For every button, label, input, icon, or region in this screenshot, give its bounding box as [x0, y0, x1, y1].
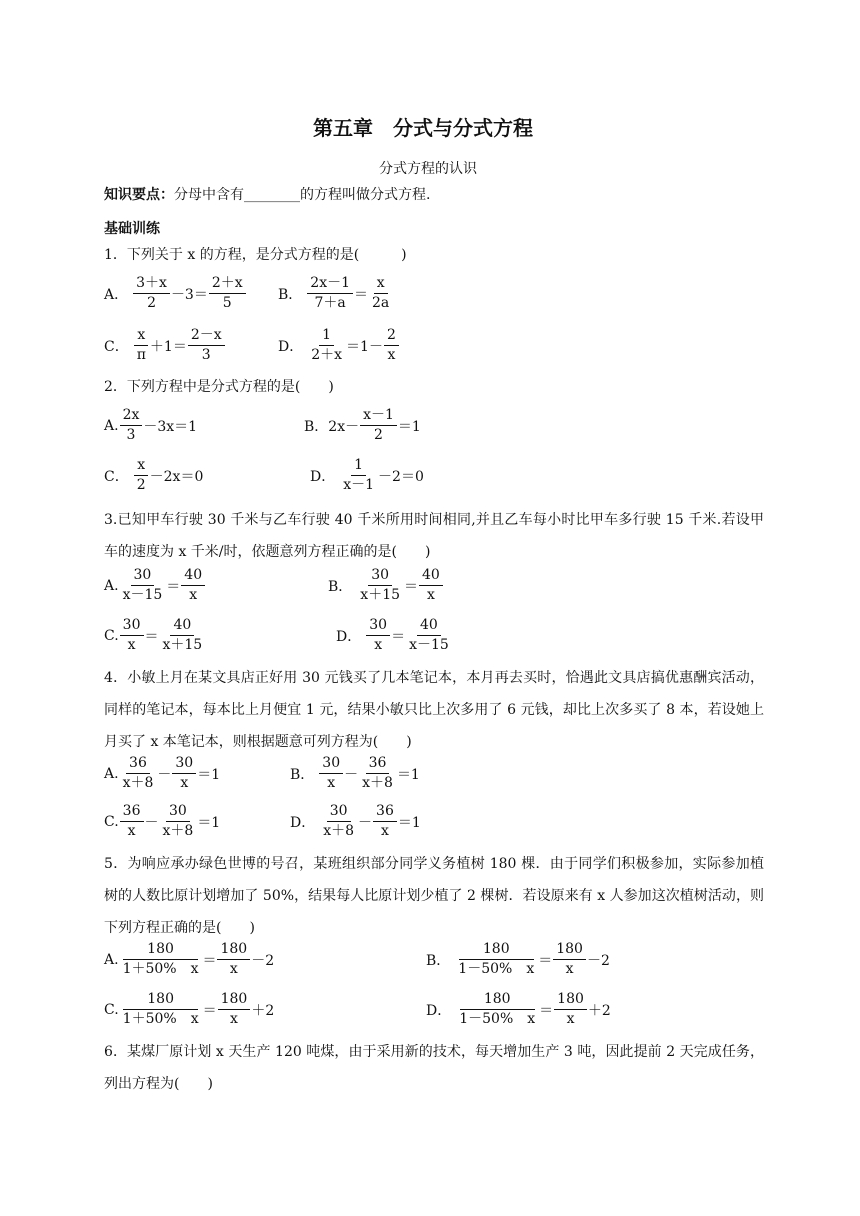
fraction	[340, 458, 377, 493]
numerator: 30	[368, 568, 392, 586]
operator: ＝1－	[346, 338, 383, 355]
numerator: 2x－1	[307, 276, 353, 294]
numerator: x	[134, 458, 148, 476]
q1-stem: 1．下列关于 x 的方程，是分式方程的是( )	[104, 247, 407, 263]
equals-term: ＝1	[397, 814, 421, 831]
operator: －2＝0	[378, 468, 424, 485]
numerator: 2－x	[188, 328, 225, 346]
numerator: 180	[553, 942, 586, 960]
tail-term: ＋2	[251, 1002, 275, 1019]
q3-option-c	[104, 618, 206, 653]
denominator: 3	[126, 427, 136, 443]
denominator: x＋8	[162, 823, 194, 839]
numerator: 3＋x	[133, 276, 170, 294]
denominator: x＋8	[362, 775, 393, 791]
tail-term: －2	[251, 952, 275, 969]
tail-term: ＋2	[587, 1002, 611, 1019]
numerator: 180	[554, 992, 587, 1010]
option-label: C．	[104, 338, 129, 355]
q3-option-b	[328, 568, 444, 603]
equals-term: ＝1	[197, 766, 221, 783]
fraction	[218, 992, 251, 1027]
fraction	[384, 328, 399, 363]
q4-option-d	[290, 804, 421, 839]
fraction	[360, 408, 397, 443]
q2-option-c	[104, 458, 203, 493]
denominator: x	[230, 1011, 238, 1027]
numerator: x	[134, 328, 148, 346]
operator: ＋1＝	[149, 338, 187, 355]
q2-stem: 2．下列方程中是分式方程的是( )	[104, 379, 334, 395]
fraction	[209, 276, 246, 311]
fraction	[307, 276, 353, 311]
denominator: x	[229, 961, 238, 977]
fraction	[134, 458, 149, 493]
q3-option-a	[104, 568, 206, 603]
section-title: 分式方程的认识	[379, 161, 477, 177]
denominator: 2	[136, 477, 146, 493]
option-label: B．	[328, 578, 353, 595]
numerator: 2x	[120, 408, 143, 426]
numerator: x－1	[360, 408, 397, 426]
fraction	[133, 276, 170, 311]
denominator: x＋15	[360, 587, 401, 603]
fraction	[134, 328, 149, 363]
denominator: x	[189, 587, 198, 603]
denominator: x	[387, 347, 396, 363]
fraction	[369, 276, 392, 311]
denominator: x－15	[409, 637, 449, 653]
fraction	[308, 328, 345, 363]
numerator: 2	[384, 328, 399, 346]
numerator: 40	[170, 618, 194, 636]
numerator: 180	[218, 992, 251, 1010]
operator: ＝	[539, 1002, 554, 1019]
q4-option-a	[104, 756, 220, 791]
option-label: A.	[104, 765, 119, 782]
option-label: C.	[104, 813, 119, 830]
fraction	[455, 942, 537, 977]
fraction	[120, 618, 144, 653]
q6-stem: 6．某煤厂原计划 x 天生产 120 吨煤，由于采用新的技术，每天增加生产 3 吨，因此提前 2 天完成任务，列出方程为( )	[104, 1044, 764, 1092]
denominator: x＋8	[122, 775, 154, 791]
q1-option-a	[104, 276, 247, 311]
option-label: D．	[278, 338, 304, 355]
denominator: 1－50% x	[459, 1011, 536, 1027]
q5-option-b	[426, 942, 610, 977]
numerator: 180	[123, 992, 198, 1010]
denominator: x	[565, 961, 574, 977]
q3-stem: 3.已知甲车行驶 30 千米与乙车行驶 40 千米所用时间相同,并且乙车每小时比甲车多行驶 15 千米.若设甲车的速度为 x 千米/时，依题意列方程正确的是( )	[104, 512, 764, 560]
denominator: x	[566, 1011, 575, 1027]
option-label: D．	[290, 814, 316, 831]
q5-option-a	[104, 942, 274, 977]
option-label: C.	[104, 627, 119, 644]
option-label: D．	[336, 628, 362, 645]
fraction	[188, 328, 225, 363]
operator: －	[157, 766, 172, 783]
operator: ＝	[391, 628, 406, 645]
numerator: 36	[126, 756, 150, 774]
numerator: 30	[327, 804, 351, 822]
denominator: 3	[201, 347, 211, 363]
option-label: C．	[104, 468, 129, 485]
numerator: 40	[181, 568, 205, 586]
option-label: B．	[290, 766, 315, 783]
equals-term: ＝1	[197, 814, 221, 831]
operator: ＝	[166, 578, 181, 595]
chapter-title: 第五章 分式与分式方程	[313, 116, 533, 140]
denominator: x－1	[343, 477, 375, 493]
numerator: 36	[366, 756, 390, 774]
numerator: 2＋x	[209, 276, 246, 294]
fraction	[554, 992, 587, 1027]
numerator: 180	[460, 992, 535, 1010]
basic-training-heading: 基础训练	[104, 221, 160, 237]
fraction	[217, 942, 250, 977]
denominator: x	[127, 637, 136, 653]
denominator: 1＋50% x	[122, 961, 199, 977]
numerator: 40	[419, 568, 443, 586]
operator: －	[358, 814, 373, 831]
denominator: x	[327, 775, 336, 791]
fraction	[320, 804, 357, 839]
option-label: A.	[104, 951, 119, 968]
denominator: x	[374, 637, 383, 653]
fraction	[366, 618, 390, 653]
q5-stem: 5．为响应承办绿色世博的号召，某班组织部分同学义务植树 180 棵．由于同学们积极参加，实际参加植树的人数比原计划增加了 50%，结果每人比原计划少植了 2 棵树．若设原来有 x 人参加这次植树活动，则下列方程正确的是( )	[104, 856, 764, 936]
numerator: 30	[131, 568, 155, 586]
q3-option-d	[336, 618, 453, 653]
operator: －2x＝0	[149, 468, 204, 485]
numerator: 30	[366, 618, 390, 636]
denominator: 7＋a	[314, 295, 346, 311]
fraction	[319, 756, 343, 791]
fraction	[160, 804, 197, 839]
q4-stem: 4．小敏上月在某文具店正好用 30 元钱买了几本笔记本，本月再去买时，恰遇此文具店搞优惠酬宾活动，同样的笔记本，每本比上月便宜 1 元，结果小敏只比上次多用了 6 元钱，却比上次多买了 8 本，若设她上月买了 x 本笔记本，则根据题意可列方程为( )	[104, 670, 764, 750]
fraction	[419, 568, 443, 603]
numerator: 36	[120, 804, 144, 822]
operator: －	[144, 814, 159, 831]
operator: ＝	[202, 952, 217, 969]
operator: ＝1	[397, 418, 421, 435]
fraction	[160, 618, 206, 653]
fraction	[357, 568, 403, 603]
denominator: 2＋x	[311, 347, 343, 363]
numerator: 180	[459, 942, 534, 960]
option-label: D．	[426, 1002, 452, 1019]
denominator: x＋8	[323, 823, 355, 839]
fraction	[181, 568, 205, 603]
operator: ＝	[202, 1002, 217, 1019]
denominator: 2a	[372, 295, 390, 311]
option-label: B．2x－	[304, 418, 360, 435]
operator: ＝	[404, 578, 419, 595]
numerator: x	[374, 276, 388, 294]
operator: ＝	[144, 628, 159, 645]
option-label: A.	[104, 577, 119, 594]
fraction	[406, 618, 452, 653]
denominator: π	[136, 347, 146, 363]
knowledge-points	[104, 184, 430, 206]
knowledge-label: 知识要点：	[104, 187, 174, 203]
numerator: 30	[172, 756, 196, 774]
option-label: B．	[278, 286, 303, 303]
operator: －	[344, 766, 359, 783]
denominator: x	[381, 823, 389, 839]
numerator: 180	[123, 942, 198, 960]
denominator: 5	[222, 295, 232, 311]
numerator: 180	[217, 942, 250, 960]
numerator: 40	[417, 618, 441, 636]
fraction	[172, 756, 196, 791]
denominator: x	[127, 823, 136, 839]
q4-option-b	[290, 756, 420, 791]
q2-option-d	[310, 458, 424, 493]
fraction	[553, 942, 586, 977]
denominator: 1＋50% x	[122, 1011, 199, 1027]
operator: ＝	[354, 286, 369, 303]
operator: －3x＝1	[143, 418, 198, 435]
denominator: 1－50% x	[458, 961, 535, 977]
option-label: C.	[104, 1001, 119, 1018]
numerator: 36	[373, 804, 397, 822]
option-label: B．	[426, 952, 451, 969]
q1-option-c	[104, 328, 226, 363]
option-label: A.	[104, 417, 119, 434]
denominator: x＋15	[162, 637, 203, 653]
option-label: D．	[310, 468, 336, 485]
fraction	[120, 408, 143, 443]
denominator: 2	[147, 295, 156, 311]
equals-term: ＝1	[396, 766, 420, 783]
denominator: 2	[374, 427, 383, 443]
denominator: x	[426, 587, 435, 603]
numerator: 1	[319, 328, 334, 346]
numerator: 1	[351, 458, 366, 476]
q1-option-d	[278, 328, 400, 363]
q5-option-c	[104, 992, 274, 1027]
numerator: 30	[120, 618, 144, 636]
numerator: 30	[166, 804, 190, 822]
fraction	[120, 942, 202, 977]
fraction	[120, 804, 144, 839]
q1-option-b	[278, 276, 393, 311]
q2-option-b	[304, 408, 421, 443]
fraction	[456, 992, 538, 1027]
denominator: x	[180, 775, 189, 791]
fraction	[120, 992, 202, 1027]
fraction	[120, 568, 166, 603]
option-label: A．	[104, 286, 129, 303]
knowledge-text: 分母中含有________的方程叫做分式方程.	[174, 187, 431, 203]
numerator: 30	[319, 756, 343, 774]
q4-option-c	[104, 804, 220, 839]
denominator: x－15	[122, 587, 163, 603]
tail-term: －2	[586, 952, 610, 969]
fraction	[373, 804, 397, 839]
operator: ＝	[538, 952, 553, 969]
q2-option-a	[104, 408, 197, 443]
fraction	[359, 756, 396, 791]
fraction	[120, 756, 157, 791]
operator: －3＝	[170, 286, 208, 303]
q5-option-d	[426, 992, 611, 1027]
